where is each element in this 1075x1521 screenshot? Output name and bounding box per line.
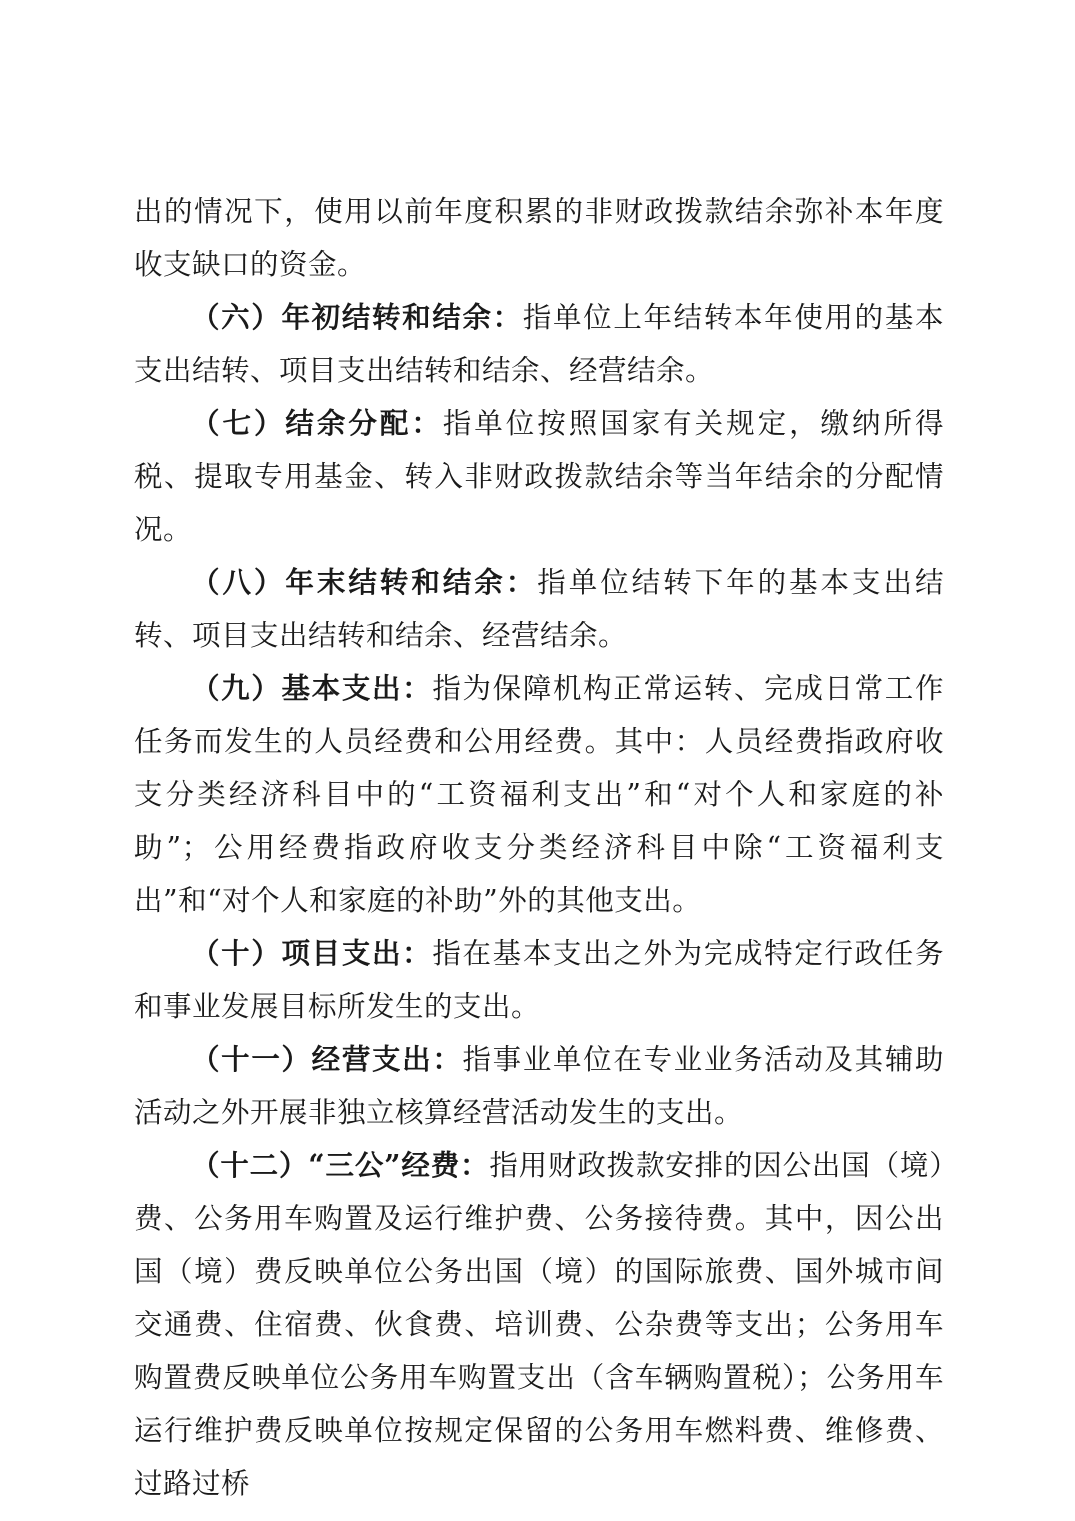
term-heading: （七）结余分配：	[191, 406, 443, 440]
term-heading: （九）基本支出：	[191, 671, 433, 705]
paragraph-text: 指单位按照国家有关规定，缴纳所得税、提取专用基金、转入非财政拨款结余等当年结余的分配情况。	[134, 407, 944, 546]
paragraph-beginning-balance	[134, 291, 944, 397]
term-heading: （十）项目支出：	[191, 936, 433, 970]
term-heading: （十二）“三公”经费：	[191, 1148, 490, 1182]
paragraph-continuation	[134, 185, 944, 291]
paragraph-text: 指单位结转下年的基本支出结转、项目支出结转和结余、经营结余。	[134, 566, 944, 652]
paragraph-text: 指用财政拨款安排的因公出国（境）费、公务用车购置及运行维护费、公务接待费。其中，因公出国（境）费反映单位公务出国（境）的国际旅费、国外城市间交通费、住宿费、伙食费、培训费、公杂费等支出；公务用车购置费反映单位公务用车购置支出（含车辆购置税）；公务用车运行维护费反映单位按规定保留的公务用车燃料费、维修费、过路过桥	[134, 1149, 944, 1500]
paragraph-text: 指为保障机构正常运转、完成日常工作任务而发生的人员经费和公用经费。其中：人员经费指政府收支分类经济科目中的“工资福利支出”和“对个人和家庭的补助”；公用经费指政府收支分类经济科目中除“工资福利支出”和“对个人和家庭的补助”外的其他支出。	[134, 672, 944, 917]
paragraph-text: 出的情况下，使用以前年度积累的非财政拨款结余弥补本年度收支缺口的资金。	[134, 195, 944, 281]
term-heading: （六）年初结转和结余：	[191, 300, 523, 334]
paragraph-ending-balance	[134, 556, 944, 662]
paragraph-text: 指在基本支出之外为完成特定行政任务和事业发展目标所发生的支出。	[134, 937, 944, 1023]
paragraph-project-expenditure	[134, 927, 944, 1033]
term-heading: （八）年末结转和结余：	[191, 565, 538, 599]
document-body	[134, 185, 944, 1510]
paragraph-basic-expenditure	[134, 662, 944, 927]
paragraph-three-public-expenses	[134, 1139, 944, 1510]
paragraph-surplus-distribution	[134, 397, 944, 556]
paragraph-text: 指事业单位在专业业务活动及其辅助活动之外开展非独立核算经营活动发生的支出。	[134, 1043, 944, 1129]
paragraph-text: 指单位上年结转本年使用的基本支出结转、项目支出结转和结余、经营结余。	[134, 301, 944, 387]
term-heading: （十一）经营支出：	[191, 1042, 463, 1076]
paragraph-operating-expenditure	[134, 1033, 944, 1139]
